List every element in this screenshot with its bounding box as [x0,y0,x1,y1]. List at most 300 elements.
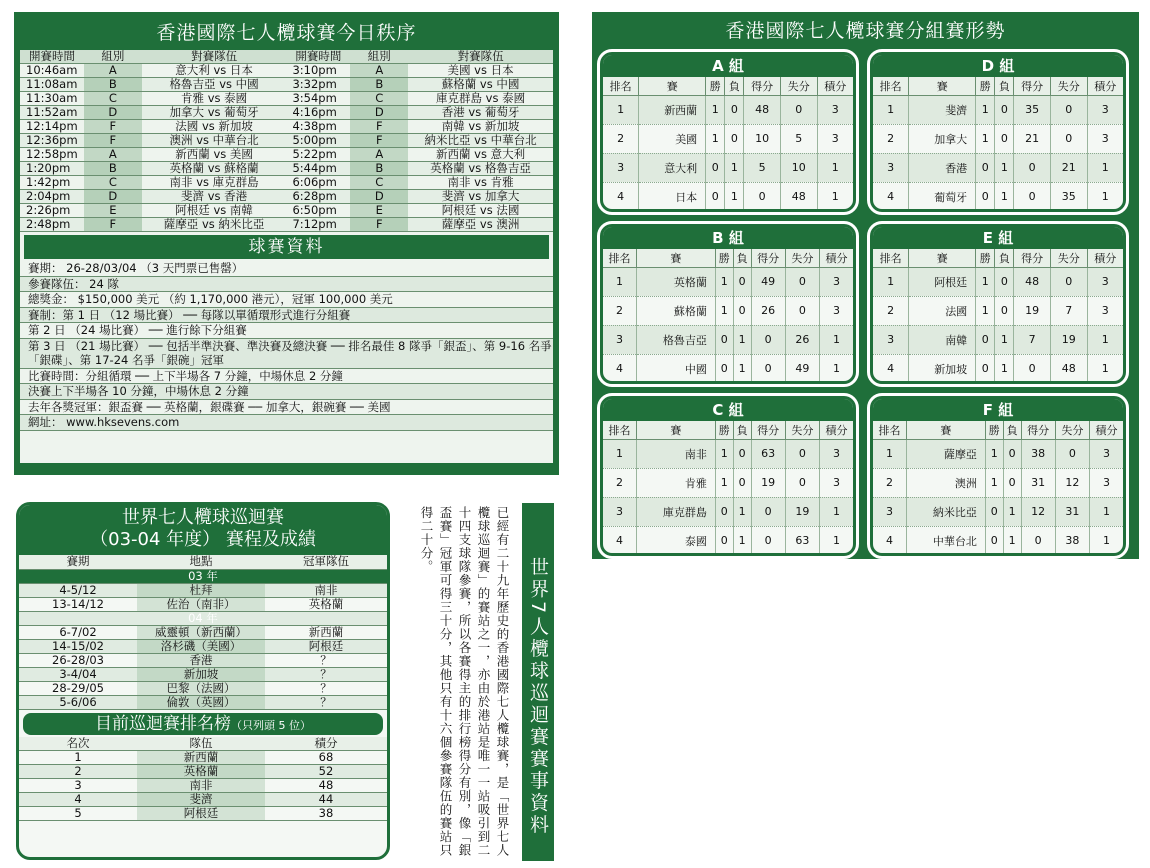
schedule-header-row [20,50,553,64]
group-cell: 21 [1050,153,1087,182]
group-header-row [873,77,1123,95]
group-cell: 3 [817,124,853,153]
schedule-cell: 4:16pm [286,106,350,120]
col-header: 失分 [780,77,817,95]
col-header: 賽 [639,77,706,95]
group-cell: 2 [873,468,906,497]
col-header: 積分 [1087,77,1123,95]
schedule-cell: 納米比亞 vs 中華台北 [408,134,553,148]
group-cell: 0 [976,325,995,354]
group-row [873,497,1123,526]
group-cell: 0 [1050,267,1087,296]
group-cell: 4 [873,526,906,555]
schedule-cell: 南非 vs 肯雅 [408,176,553,190]
group-cell: 0 [715,354,733,383]
group-cell: 1 [817,182,853,211]
group-cell: 0 [725,95,744,124]
tour-row [19,695,387,709]
group-table [873,249,1123,384]
col-header: 得分 [751,249,785,267]
group-cell: 加拿大 [909,124,976,153]
tour-cell: 佐治（南非） [137,597,265,611]
group-cell: 1 [873,95,909,124]
group-cell: 英格蘭 [636,267,715,296]
group-cell: 1 [819,497,853,526]
schedule-cell: B [84,78,142,92]
group-cell: 0 [1014,354,1051,383]
schedule-cell: F [350,134,408,148]
schedule-cell: D [350,106,408,120]
group-cell: 日本 [639,182,706,211]
info-line: 賽期： 26-28/03/04 （3 天門票已售罄） [20,261,553,277]
group-cell: 0 [976,182,995,211]
group-row [873,526,1123,555]
schedule-cell: 3:32pm [286,78,350,92]
schedule-cell: 新西蘭 vs 意大利 [408,148,553,162]
schedule-cell: 6:28pm [286,190,350,204]
group-cell: 肯雅 [636,468,715,497]
tour-row [19,625,387,639]
col-header: 對賽隊伍 [408,50,553,64]
group-cell: 10 [780,153,817,182]
group-cell: 5 [744,153,781,182]
col-header: 失分 [1050,77,1087,95]
group-row [873,267,1123,296]
ranking-cell: 48 [265,779,387,793]
col-header: 失分 [785,421,819,439]
info-line: 比賽時間：分組循環 ── 上下半場各 7 分鐘，中場休息 2 分鐘 [20,369,553,385]
schedule-cell: 阿根廷 vs 法國 [408,204,553,218]
tour-title-line2: （03-04 年度） 賽程及成績 [90,529,316,550]
group-cell: 0 [744,182,781,211]
group-cell: 0 [785,267,819,296]
group-title: F 組 [873,399,1123,421]
info-line: 去年各獎冠軍：銀盃賽 ── 英格蘭，銀碟賽 ── 加拿大，銀碗賽 ── 美國 [20,400,553,416]
group-cell: 3 [819,468,853,497]
col-header: 賽 [909,77,976,95]
schedule-row [20,204,553,218]
tour-cell: 威靈頓（新西蘭） [137,625,265,639]
schedule-cell: 阿根廷 vs 南韓 [142,204,287,218]
group-row [873,124,1123,153]
ranking-title-text: 目前巡迴賽排名榜 [95,713,231,734]
group-cell: 斐濟 [909,95,976,124]
group-cell: 1 [733,354,751,383]
ranking-note: （只列頭 5 位） [231,718,311,732]
group-cell: 19 [751,468,785,497]
group-cell: 1 [1003,526,1021,555]
col-header: 積分 [1089,421,1123,439]
col-header: 積分 [265,737,387,751]
group-row [603,267,853,296]
group-cell: 48 [780,182,817,211]
group-cell: 0 [733,296,751,325]
group-cell: 2 [873,124,909,153]
tour-cell: 香港 [137,653,265,667]
group-row [873,296,1123,325]
group-cell: 1 [819,526,853,555]
schedule-row [20,134,553,148]
schedule-cell: 格魯吉亞 vs 中國 [142,78,287,92]
group-cell: 19 [1050,325,1087,354]
group-title: A 組 [603,55,853,77]
year-row [19,569,387,583]
tour-cell: 6-7/02 [19,625,137,639]
group-cell: 1 [995,182,1014,211]
ranking-cell: 5 [19,807,137,821]
group-cell: 1 [603,439,636,468]
group-cell: 1 [733,526,751,555]
tour-cell: 南非 [265,583,387,597]
group-cell: 1 [985,439,1003,468]
article-vertical-title: 世界7人欖球巡迴賽賽事資料 [522,503,554,861]
group-cell: 0 [780,95,817,124]
ranking-row [19,751,387,765]
ranking-cell: 1 [19,751,137,765]
group-box [600,396,856,556]
group-cell: 12 [1021,497,1055,526]
group-cell: 南非 [636,439,715,468]
schedule-cell: 5:00pm [286,134,350,148]
col-header: 賽 [636,421,715,439]
group-cell: 葡萄牙 [909,182,976,211]
group-cell: 26 [751,296,785,325]
group-cell: 10 [744,124,781,153]
group-cell: 3 [873,153,909,182]
group-cell: 蘇格蘭 [636,296,715,325]
col-header: 排名 [873,249,909,267]
group-box [870,396,1126,556]
group-cell: 0 [725,124,744,153]
schedule-cell: 1:42pm [20,176,84,190]
group-cell: 7 [1050,296,1087,325]
schedule-cell: 5:22pm [286,148,350,162]
col-header: 負 [733,421,751,439]
group-cell: 35 [1014,95,1051,124]
group-table [873,77,1123,212]
group-title: C 組 [603,399,853,421]
tour-cell: 3-4/04 [19,667,137,681]
group-cell: 3 [873,325,909,354]
group-cell: 3 [603,325,636,354]
group-cell: 0 [985,526,1003,555]
group-cell: 0 [706,182,725,211]
schedule-row [20,106,553,120]
schedule-cell: D [84,106,142,120]
schedule-row [20,64,553,78]
groups-title: 香港國際七人欖球賽分組賽形勢 [725,20,1006,42]
tour-row [19,653,387,667]
group-row [603,182,853,211]
schedule-cell: 庫克群島 vs 泰國 [408,92,553,106]
col-header: 名次 [19,737,137,751]
group-cell: 0 [985,497,1003,526]
tour-cell: 14-15/02 [19,639,137,653]
tour-row [19,639,387,653]
group-cell: 2 [603,124,639,153]
group-cell: 0 [785,439,819,468]
group-cell: 12 [1055,468,1089,497]
schedule-cell: D [350,190,408,204]
group-row [873,439,1123,468]
schedule-cell: 肯雅 vs 泰國 [142,92,287,106]
tour-title [19,505,387,555]
group-cell: 2 [603,296,636,325]
schedule-cell: F [84,134,142,148]
col-header: 積分 [817,77,853,95]
tour-title-line1: 世界七人欖球巡迴賽 [122,507,284,528]
schedule-cell: 蘇格蘭 vs 中國 [408,78,553,92]
group-cell: 7 [1014,325,1051,354]
col-header: 勝 [976,77,995,95]
col-header: 失分 [785,249,819,267]
group-cell: 48 [1050,354,1087,383]
col-header: 得分 [744,77,781,95]
schedule-cell: E [350,204,408,218]
group-cell: 0 [733,468,751,497]
group-cell: 0 [733,439,751,468]
group-cell: 63 [785,526,819,555]
schedule-cell: A [84,64,142,78]
group-cell: 法國 [909,296,976,325]
group-header-row [873,421,1123,439]
group-cell: 2 [873,296,909,325]
ranking-cell: 68 [265,751,387,765]
group-cell: 3 [817,95,853,124]
ranking-cell: 2 [19,765,137,779]
col-header: 賽 [636,249,715,267]
col-header: 積分 [819,421,853,439]
col-header: 失分 [1055,421,1089,439]
col-header: 負 [995,249,1014,267]
col-header: 勝 [715,249,733,267]
col-header: 隊伍 [137,737,265,751]
col-header: 賽期 [19,555,137,569]
schedule-cell: 11:52am [20,106,84,120]
group-cell: 0 [1014,182,1051,211]
col-header: 排名 [873,421,906,439]
tour-row [19,583,387,597]
group-cell: 0 [1050,124,1087,153]
ranking-table [19,737,387,822]
group-cell: 南韓 [909,325,976,354]
tour-header-row [19,555,387,569]
schedule-cell: 3:54pm [286,92,350,106]
group-row [603,325,853,354]
group-cell: 1 [715,267,733,296]
ranking-row [19,807,387,821]
group-box [870,52,1126,212]
group-cell: 4 [873,182,909,211]
group-cell: 49 [785,354,819,383]
schedule-cell: 意大利 vs 日本 [142,64,287,78]
col-header: 冠軍隊伍 [265,555,387,569]
group-row [873,325,1123,354]
schedule-row [20,78,553,92]
group-cell: 19 [785,497,819,526]
schedule-row [20,120,553,134]
group-cell: 格魯吉亞 [636,325,715,354]
group-cell: 1 [1087,182,1123,211]
schedule-body [20,50,553,463]
group-cell: 5 [780,124,817,153]
group-cell: 3 [819,296,853,325]
group-title: E 組 [873,227,1123,249]
info-line: 第 3 日 （21 場比賽） ── 包括半準決賽、準決賽及總決賽 ── 排名最佳 8 隊爭「銀盃」、第 9-16 名爭「銀碟」、第 17-24 名爭「銀碗」冠軍 [20,339,553,369]
groups-panel [592,12,1139,559]
tour-row [19,667,387,681]
schedule-cell: 2:48pm [20,218,84,232]
col-header: 排名 [603,421,636,439]
group-cell: 1 [1089,497,1123,526]
col-header: 積分 [1087,249,1123,267]
group-cell: 1 [995,153,1014,182]
col-header: 負 [725,77,744,95]
tour-cell: 巴黎（法國） [137,681,265,695]
group-box [600,224,856,384]
col-header: 負 [1003,421,1021,439]
col-header: 得分 [1014,249,1051,267]
ranking-cell: 南非 [137,779,265,793]
group-header-row [603,77,853,95]
group-cell: 3 [1089,439,1123,468]
ranking-cell: 新西蘭 [137,751,265,765]
group-cell: 1 [715,296,733,325]
group-cell: 31 [1021,468,1055,497]
schedule-row [20,148,553,162]
group-cell: 1 [706,124,725,153]
schedule-cell: 3:10pm [286,64,350,78]
schedule-row [20,190,553,204]
schedule-title: 香港國際七人欖球賽今日秩序 [156,22,417,44]
group-row [603,124,853,153]
group-cell: 0 [995,296,1014,325]
group-cell: 0 [976,354,995,383]
schedule-cell: 澳洲 vs 中華台北 [142,134,287,148]
group-cell: 1 [976,296,995,325]
group-cell: 4 [603,354,636,383]
group-cell: 21 [1014,124,1051,153]
schedule-cell: 薩摩亞 vs 澳洲 [408,218,553,232]
ranking-row [19,793,387,807]
group-cell: 1 [733,497,751,526]
schedule-cell: 6:50pm [286,204,350,218]
group-row [873,153,1123,182]
schedule-cell: 美國 vs 日本 [408,64,553,78]
info-list [20,261,553,431]
schedule-cell: C [350,92,408,106]
tour-cell: ？ [265,695,387,709]
group-cell: 3 [1087,124,1123,153]
group-cell: 2 [603,468,636,497]
group-cell: 0 [1050,95,1087,124]
group-cell: 1 [976,124,995,153]
group-cell: 1 [715,468,733,497]
schedule-cell: 1:20pm [20,162,84,176]
group-cell: 3 [819,439,853,468]
group-box [600,52,856,212]
group-row [603,354,853,383]
group-cell: 0 [733,267,751,296]
group-cell: 1 [976,95,995,124]
group-cell: 0 [995,124,1014,153]
group-cell: 31 [1055,497,1089,526]
group-cell: 新西蘭 [639,95,706,124]
tour-row [19,597,387,611]
group-cell: 0 [995,267,1014,296]
group-cell: 0 [785,296,819,325]
col-header: 排名 [873,77,909,95]
schedule-cell: 南韓 vs 新加坡 [408,120,553,134]
group-cell: 意大利 [639,153,706,182]
schedule-panel [14,12,559,475]
ranking-cell: 斐濟 [137,793,265,807]
schedule-cell: 10:46am [20,64,84,78]
schedule-cell: 英格蘭 vs 格魯吉亞 [408,162,553,176]
group-cell: 阿根廷 [909,267,976,296]
group-cell: 0 [1055,439,1089,468]
group-cell: 35 [1050,182,1087,211]
ranking-row [19,779,387,793]
group-cell: 1 [715,439,733,468]
group-header-row [873,249,1123,267]
schedule-cell: 香港 vs 葡萄牙 [408,106,553,120]
schedule-cell: F [350,218,408,232]
ranking-cell: 4 [19,793,137,807]
group-row [603,153,853,182]
group-cell: 0 [715,325,733,354]
group-cell: 美國 [639,124,706,153]
tour-cell: 英格蘭 [265,597,387,611]
group-cell: 1 [817,153,853,182]
col-header: 勝 [985,421,1003,439]
tour-cell: ？ [265,667,387,681]
group-cell: 0 [785,468,819,497]
group-cell: 1 [603,95,639,124]
group-cell: 19 [1014,296,1051,325]
group-table [873,421,1123,556]
schedule-cell: 4:38pm [286,120,350,134]
group-cell: 0 [751,497,785,526]
info-line: 網址： www.hksevens.com [20,415,553,431]
schedule-cell: B [84,162,142,176]
group-cell: 0 [1021,526,1055,555]
group-cell: 納米比亞 [906,497,985,526]
tour-cell: 杜拜 [137,583,265,597]
schedule-cell: C [84,176,142,190]
group-row [873,182,1123,211]
article-text: 已經有二十九年歷史的香港國際七人欖球賽，是「世界七人欖球巡迴賽」的賽站之一，亦由於港站是唯一一站吸引到二十四支球隊參賽，所以各賽得主的排行榜得分有別，像「銀盃賽」冠軍可得三十分，其他只有十六個參賽隊伍的賽站只得二十分。 [419,506,510,857]
ranking-cell: 阿根廷 [137,807,265,821]
group-table [603,249,853,384]
group-cell: 0 [715,497,733,526]
group-cell: 0 [706,153,725,182]
tour-cell: 13-14/12 [19,597,137,611]
tour-table [19,555,387,710]
tour-cell: 5-6/06 [19,695,137,709]
schedule-cell: A [350,64,408,78]
ranking-title [23,713,383,735]
col-header: 排名 [603,249,636,267]
col-header: 積分 [819,249,853,267]
schedule-cell: D [84,190,142,204]
group-box [870,224,1126,384]
schedule-cell: 英格蘭 vs 蘇格蘭 [142,162,287,176]
group-cell: 0 [976,153,995,182]
year-row [19,611,387,625]
group-cell: 0 [751,325,785,354]
group-cell: 薩摩亞 [906,439,985,468]
